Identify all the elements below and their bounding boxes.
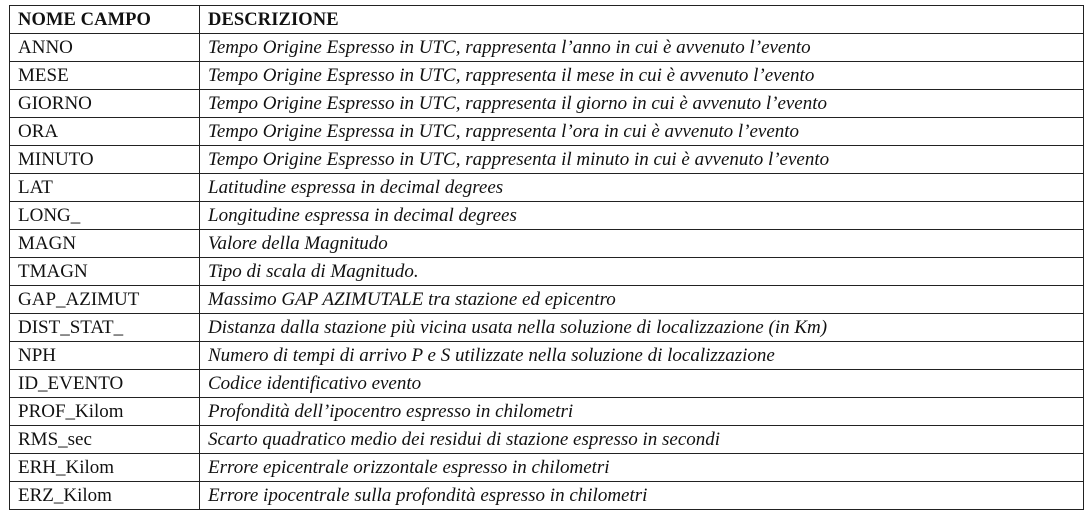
table-row <box>10 398 1084 426</box>
field-name: MAGN <box>10 230 200 258</box>
field-description: Distanza dalla stazione più vicina usata nella soluzione di localizzazione (in Km) <box>200 314 1084 342</box>
table-row <box>10 454 1084 482</box>
field-description: Codice identificativo evento <box>200 370 1084 398</box>
field-name: TMAGN <box>10 258 200 286</box>
table-row <box>10 342 1084 370</box>
field-description: Tempo Origine Espressa in UTC, rappresenta l’ora in cui è avvenuto l’evento <box>200 118 1084 146</box>
header-row <box>10 6 1084 34</box>
field-description: Latitudine espressa in decimal degrees <box>200 174 1084 202</box>
table-row <box>10 258 1084 286</box>
field-description: Valore della Magnitudo <box>200 230 1084 258</box>
field-name: ERH_Kilom <box>10 454 200 482</box>
header-description: DESCRIZIONE <box>200 6 1084 34</box>
field-name: GAP_AZIMUT <box>10 286 200 314</box>
table-row <box>10 118 1084 146</box>
field-description: Tempo Origine Espresso in UTC, rappresenta il minuto in cui è avvenuto l’evento <box>200 146 1084 174</box>
field-description: Errore ipocentrale sulla profondità espresso in chilometri <box>200 482 1084 510</box>
field-name: DIST_STAT_ <box>10 314 200 342</box>
field-description: Numero di tempi di arrivo P e S utilizzate nella soluzione di localizzazione <box>200 342 1084 370</box>
field-description: Tempo Origine Espresso in UTC, rappresenta l’anno in cui è avvenuto l’evento <box>200 34 1084 62</box>
table-row <box>10 230 1084 258</box>
table-row <box>10 202 1084 230</box>
field-name: MESE <box>10 62 200 90</box>
table-row <box>10 426 1084 454</box>
field-description: Profondità dell’ipocentro espresso in chilometri <box>200 398 1084 426</box>
field-description-table <box>9 5 1084 510</box>
table-row <box>10 314 1084 342</box>
table-row <box>10 34 1084 62</box>
field-description: Longitudine espressa in decimal degrees <box>200 202 1084 230</box>
field-name: MINUTO <box>10 146 200 174</box>
table-row <box>10 174 1084 202</box>
field-description: Tipo di scala di Magnitudo. <box>200 258 1084 286</box>
field-name: LAT <box>10 174 200 202</box>
table-row <box>10 90 1084 118</box>
field-name: ID_EVENTO <box>10 370 200 398</box>
field-name: NPH <box>10 342 200 370</box>
table-row <box>10 62 1084 90</box>
field-description: Tempo Origine Espresso in UTC, rappresenta il mese in cui è avvenuto l’evento <box>200 62 1084 90</box>
field-name: ANNO <box>10 34 200 62</box>
field-description: Scarto quadratico medio dei residui di stazione espresso in secondi <box>200 426 1084 454</box>
field-description: Errore epicentrale orizzontale espresso in chilometri <box>200 454 1084 482</box>
field-description: Tempo Origine Espresso in UTC, rappresenta il giorno in cui è avvenuto l’evento <box>200 90 1084 118</box>
field-description: Massimo GAP AZIMUTALE tra stazione ed epicentro <box>200 286 1084 314</box>
table-row <box>10 146 1084 174</box>
table-row <box>10 482 1084 510</box>
header-field-name: NOME CAMPO <box>10 6 200 34</box>
table-row <box>10 286 1084 314</box>
field-name: RMS_sec <box>10 426 200 454</box>
field-name: GIORNO <box>10 90 200 118</box>
field-name: ORA <box>10 118 200 146</box>
field-name: PROF_Kilom <box>10 398 200 426</box>
field-name: ERZ_Kilom <box>10 482 200 510</box>
field-name: LONG_ <box>10 202 200 230</box>
table-row <box>10 370 1084 398</box>
